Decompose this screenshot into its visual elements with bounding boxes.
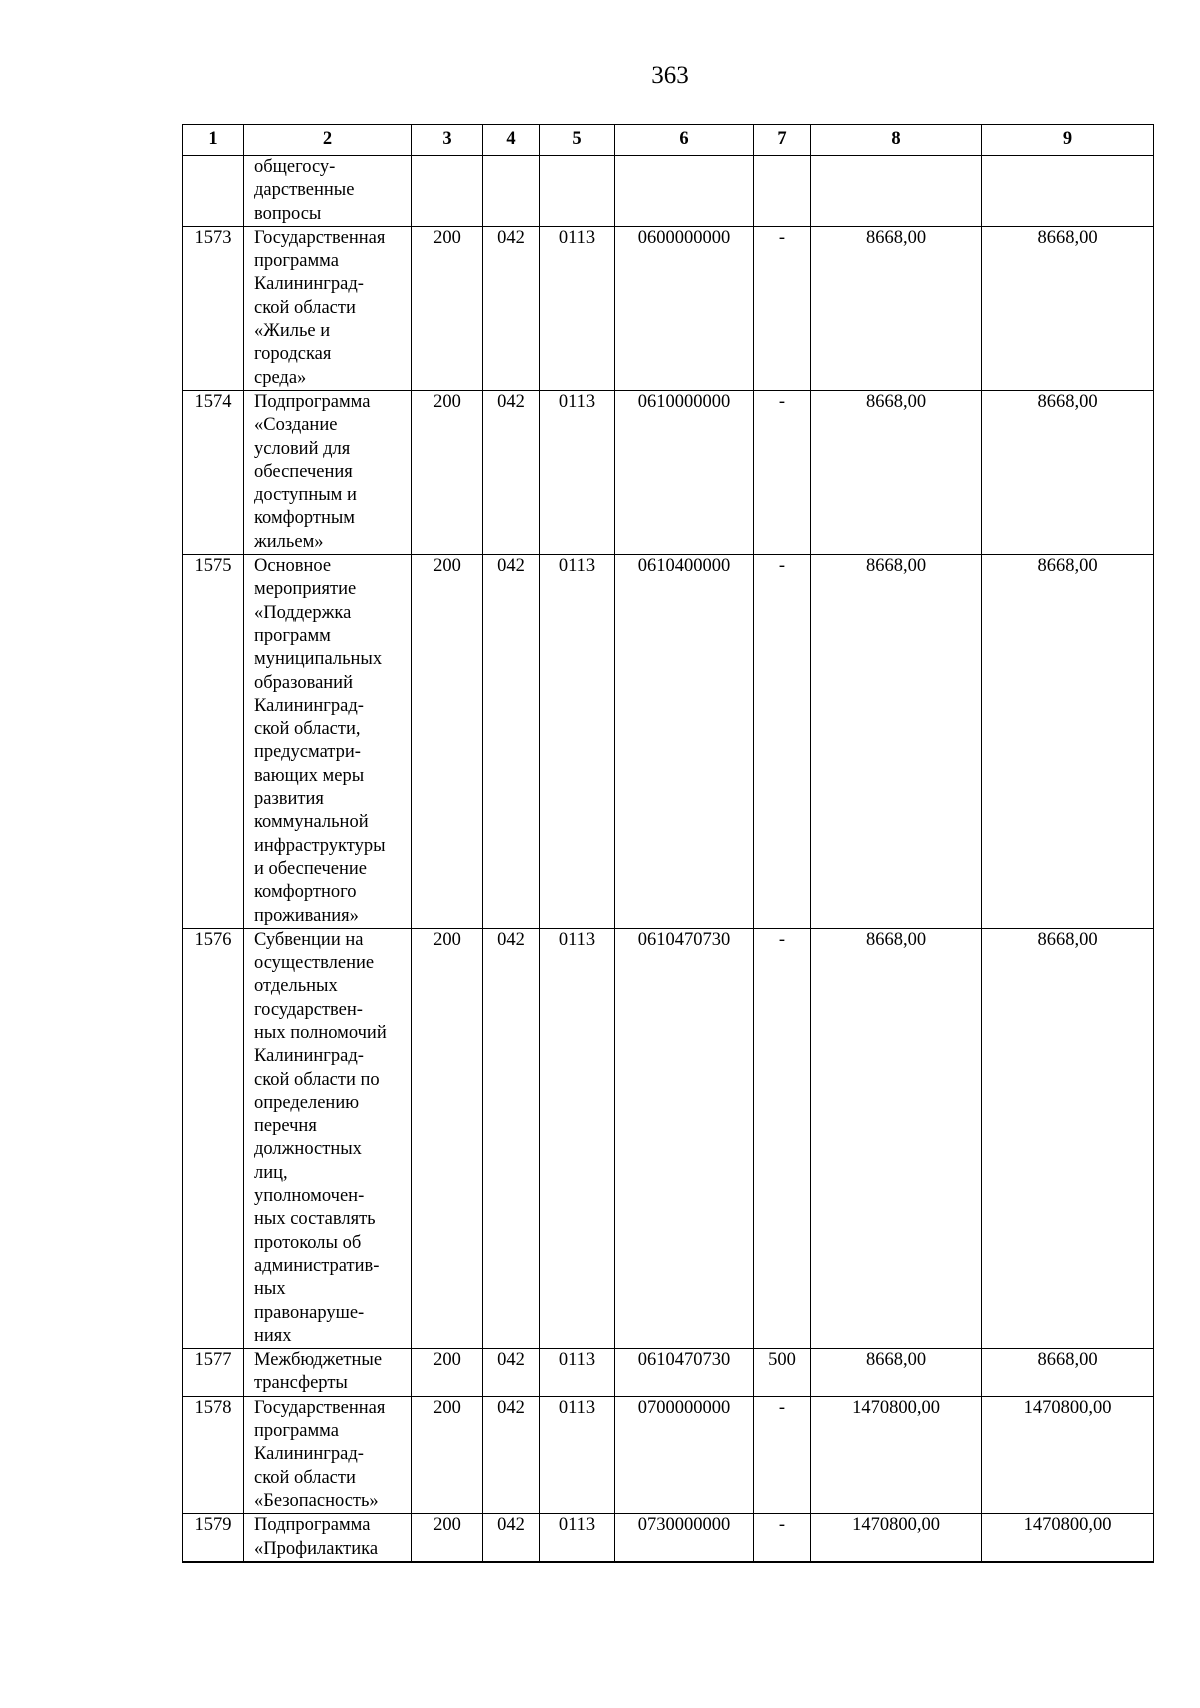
code-cell: 200 [412, 1349, 483, 1397]
column-header: 8 [811, 125, 982, 156]
code-cell: 200 [412, 555, 483, 929]
item-name-cell: Подпрограмма «Профилактика [244, 1514, 412, 1562]
row-number-cell: 1574 [183, 390, 244, 554]
row-number-cell: 1573 [183, 226, 244, 390]
item-name-cell: Межбюджетные трансферты [244, 1349, 412, 1397]
item-name-cell: Подпрограмма «Создание условий для обеспечения доступным и комфортным жильем» [244, 390, 412, 554]
code-cell: 0113 [540, 555, 615, 929]
table-row [183, 928, 1154, 1348]
table-row [183, 1514, 1154, 1562]
code-cell: 0113 [540, 390, 615, 554]
column-header: 1 [183, 125, 244, 156]
code-cell: 0113 [540, 1396, 615, 1513]
code-cell: 042 [483, 1396, 540, 1513]
column-header: 4 [483, 125, 540, 156]
table-row [183, 226, 1154, 390]
row-number-cell: 1578 [183, 1396, 244, 1513]
code-cell: 0610400000 [615, 555, 754, 929]
code-cell: 0113 [540, 1514, 615, 1562]
amount-cell: 1470800,00 [982, 1514, 1154, 1562]
column-header: 5 [540, 125, 615, 156]
code-cell: 042 [483, 226, 540, 390]
code-cell: 0113 [540, 928, 615, 1348]
code-cell: - [754, 1396, 811, 1513]
code-cell: 042 [483, 390, 540, 554]
amount-cell: 8668,00 [811, 390, 982, 554]
code-cell: 0730000000 [615, 1514, 754, 1562]
column-header: 3 [412, 125, 483, 156]
item-name-cell: общегосу- дарственные вопросы [244, 156, 412, 227]
code-cell [615, 156, 754, 227]
amount-cell: 8668,00 [811, 555, 982, 929]
amount-cell [811, 156, 982, 227]
row-number-cell: 1575 [183, 555, 244, 929]
code-cell: - [754, 390, 811, 554]
code-cell: 0113 [540, 1349, 615, 1397]
amount-cell: 8668,00 [811, 928, 982, 1348]
table-row [183, 555, 1154, 929]
amount-cell: 1470800,00 [811, 1514, 982, 1562]
amount-cell: 8668,00 [982, 555, 1154, 929]
page-number: 363 [651, 62, 689, 89]
code-cell: 0600000000 [615, 226, 754, 390]
row-number-cell [183, 156, 244, 227]
code-cell: - [754, 1514, 811, 1562]
amount-cell: 8668,00 [811, 1349, 982, 1397]
column-header: 7 [754, 125, 811, 156]
code-cell [412, 156, 483, 227]
code-cell: 0610470730 [615, 928, 754, 1348]
code-cell: - [754, 226, 811, 390]
header-row [183, 125, 1154, 156]
column-header: 9 [982, 125, 1154, 156]
amount-cell: 8668,00 [811, 226, 982, 390]
table-row [183, 1349, 1154, 1397]
row-number-cell: 1576 [183, 928, 244, 1348]
item-name-cell: Государственная программа Калининград- ской области «Безопасность» [244, 1396, 412, 1513]
code-cell: 042 [483, 555, 540, 929]
code-cell: 042 [483, 1514, 540, 1562]
code-cell: 200 [412, 390, 483, 554]
row-number-cell: 1579 [183, 1514, 244, 1562]
code-cell: 500 [754, 1349, 811, 1397]
code-cell: 0700000000 [615, 1396, 754, 1513]
code-cell [754, 156, 811, 227]
code-cell: 042 [483, 928, 540, 1348]
row-number-cell: 1577 [183, 1349, 244, 1397]
table-row [183, 156, 1154, 227]
item-name-cell: Субвенции на осуществление отдельных государствен- ных полномочий Калининград- ской области по определению перечня должностных лиц, уполномочен- ных составлять протоколы об административ- ных правонаруше- ниях [244, 928, 412, 1348]
amount-cell: 1470800,00 [982, 1396, 1154, 1513]
code-cell: 200 [412, 1514, 483, 1562]
amount-cell: 1470800,00 [811, 1396, 982, 1513]
amount-cell [982, 156, 1154, 227]
code-cell: - [754, 928, 811, 1348]
code-cell: 0113 [540, 226, 615, 390]
code-cell: - [754, 555, 811, 929]
code-cell [483, 156, 540, 227]
code-cell: 200 [412, 1396, 483, 1513]
table-row [183, 1396, 1154, 1513]
column-header: 2 [244, 125, 412, 156]
amount-cell: 8668,00 [982, 226, 1154, 390]
item-name-cell: Основное мероприятие «Поддержка программ муниципальных образований Калининград- ской области, предусматри- вающих меры развития коммунальной инфраструктуры и обеспечение комфортного проживания» [244, 555, 412, 929]
code-cell: 200 [412, 226, 483, 390]
code-cell: 0610470730 [615, 1349, 754, 1397]
amount-cell: 8668,00 [982, 390, 1154, 554]
amount-cell: 8668,00 [982, 1349, 1154, 1397]
code-cell: 042 [483, 1349, 540, 1397]
item-name-cell: Государственная программа Калининград- ской области «Жилье и городская среда» [244, 226, 412, 390]
budget-table [182, 124, 1154, 1563]
table-row [183, 390, 1154, 554]
column-header: 6 [615, 125, 754, 156]
code-cell [540, 156, 615, 227]
code-cell: 200 [412, 928, 483, 1348]
code-cell: 0610000000 [615, 390, 754, 554]
table-body [183, 156, 1154, 1562]
amount-cell: 8668,00 [982, 928, 1154, 1348]
